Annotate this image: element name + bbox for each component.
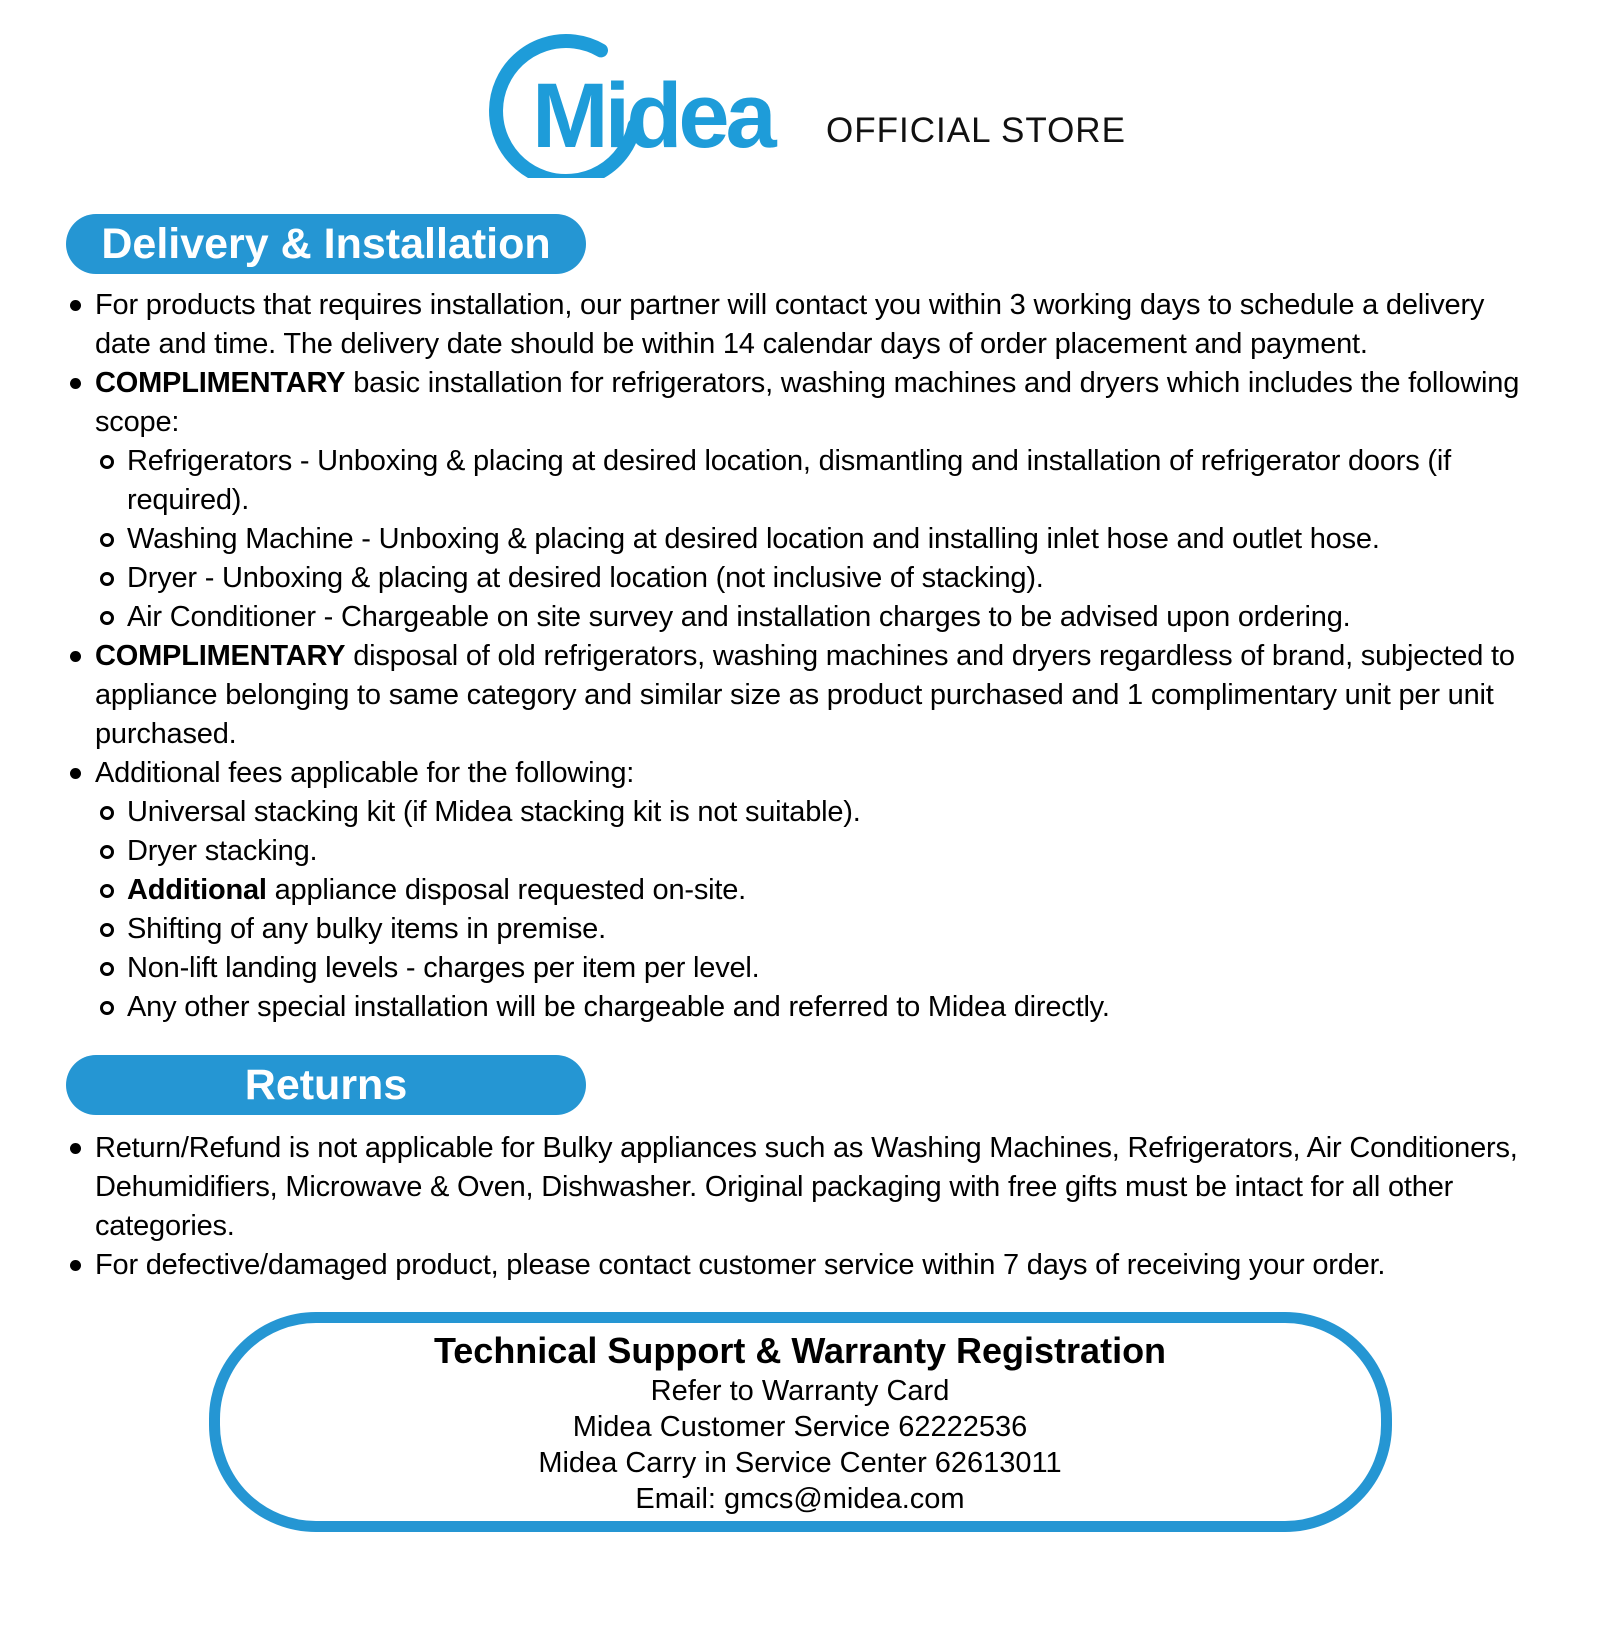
list-item: [66, 286, 1534, 364]
circle-bullet-icon: [100, 611, 114, 625]
list-item: [66, 442, 1534, 520]
circle-bullet-icon: [100, 1001, 114, 1015]
midea-logo: [0, 33, 1600, 178]
bullet-icon: [70, 300, 81, 311]
list-item-plain-text: Washing Machine - Unboxing & placing at desired location and installing inlet hose and outlet hose.: [127, 523, 1380, 555]
list-item: [66, 910, 1534, 949]
list-item-text: [127, 520, 1534, 559]
support-line-customer-service: Midea Customer Service 62222536: [572, 1411, 1028, 1443]
support-box: [209, 1312, 1392, 1532]
list-item-text: [95, 1246, 1534, 1285]
list-item-text: [95, 286, 1534, 364]
list-item-plain-text: Universal stacking kit (if Midea stacking kit is not suitable).: [127, 796, 861, 828]
list-item-text: [95, 1129, 1534, 1246]
list-item: [66, 559, 1534, 598]
content-area: [0, 214, 1600, 1532]
circle-bullet-icon: [100, 455, 114, 469]
list-item-plain-text: For defective/damaged product, please contact customer service within 7 days of receiving your order.: [95, 1249, 1386, 1281]
list-item-plain-text: Dryer stacking.: [127, 835, 318, 867]
list-item-text: [127, 871, 1534, 910]
list-item-plain-text: Refrigerators - Unboxing & placing at desired location, dismantling and installation of refrigerator doors (if required).: [127, 445, 1451, 516]
list-item-plain-text: Additional fees applicable for the following:: [95, 757, 635, 789]
section-header-delivery: Delivery & Installation: [66, 214, 586, 274]
bullet-icon: [70, 1260, 81, 1271]
section-header-returns: Returns: [66, 1055, 586, 1115]
list-item-plain-text: disposal of old refrigerators, washing machines and dryers regardless of brand, subjected to appliance belonging to same category and similar size as product purchased and 1 complimentary unit per unit purchased.: [95, 640, 1515, 750]
list-item: [66, 520, 1534, 559]
circle-bullet-icon: [100, 845, 114, 859]
list-item: [66, 988, 1534, 1027]
support-box-title: Technical Support & Warranty Registration: [433, 1330, 1167, 1371]
list-item: [66, 637, 1534, 754]
list-item-plain-text: For products that requires installation, our partner will contact you within 3 working days to schedule a delivery date and time. The delivery date should be within 14 calendar days of order placement and payment.: [95, 289, 1485, 360]
bullet-icon: [70, 768, 81, 779]
support-line-email: Email: gmcs@midea.com: [635, 1483, 965, 1515]
support-line-warranty-card: Refer to Warranty Card: [650, 1375, 950, 1407]
circle-bullet-icon: [100, 806, 114, 820]
circle-bullet-icon: [100, 533, 114, 547]
list-item-text: [127, 793, 1534, 832]
list-item: [66, 754, 1534, 793]
list-item-text: [127, 598, 1534, 637]
bullet-icon: [70, 651, 81, 662]
list-item: [66, 793, 1534, 832]
list-item-text: [127, 988, 1534, 1027]
list-item-text: [127, 910, 1534, 949]
list-item: [66, 871, 1534, 910]
list-item-plain-text: Return/Refund is not applicable for Bulky appliances such as Washing Machines, Refrigerators, Air Conditioners, Dehumidifiers, Microwave & Oven, Dishwasher. Original packaging with free gifts must be intact for all other categories.: [95, 1132, 1518, 1242]
list-item: [66, 1129, 1534, 1246]
list-item-bold-text: COMPLIMENTARY: [95, 367, 346, 399]
list-item-plain-text: Any other special installation will be chargeable and referred to Midea directly.: [127, 991, 1110, 1023]
circle-bullet-icon: [100, 572, 114, 586]
list-item: [66, 949, 1534, 988]
list-item-text: [127, 559, 1534, 598]
returns-list: [66, 1129, 1534, 1285]
list-item-plain-text: appliance disposal requested on-site.: [266, 874, 747, 906]
circle-bullet-icon: [100, 923, 114, 937]
list-item-bold-text: COMPLIMENTARY: [95, 640, 346, 672]
list-item-text: [127, 832, 1534, 871]
list-item: [66, 364, 1534, 442]
list-item-text: [95, 364, 1534, 442]
list-item: [66, 832, 1534, 871]
list-item-bold-text: Additional: [127, 874, 267, 906]
bullet-icon: [70, 378, 81, 389]
circle-bullet-icon: [100, 884, 114, 898]
midea-wordmark: Midea: [532, 65, 773, 167]
bullet-icon: [70, 1143, 81, 1154]
list-item: [66, 598, 1534, 637]
midea-logo-graphic: [474, 33, 804, 178]
official-store-label: OFFICIAL STORE: [826, 111, 1126, 150]
list-item-plain-text: Dryer - Unboxing & placing at desired location (not inclusive of stacking).: [127, 562, 1044, 594]
list-item-plain-text: basic installation for refrigerators, washing machines and dryers which includes the following scope:: [95, 367, 1520, 438]
circle-bullet-icon: [100, 962, 114, 976]
list-item-text: [127, 949, 1534, 988]
list-item-plain-text: Non-lift landing levels - charges per item per level.: [127, 952, 760, 984]
list-item-text: [95, 754, 1534, 793]
list-item-plain-text: Air Conditioner - Chargeable on site survey and installation charges to be advised upon ordering.: [127, 601, 1351, 633]
support-line-carry-in-center: Midea Carry in Service Center 62613011: [538, 1447, 1062, 1479]
list-item-plain-text: Shifting of any bulky items in premise.: [127, 913, 606, 945]
list-item: [66, 1246, 1534, 1285]
list-item-text: [95, 637, 1534, 754]
list-item-text: [127, 442, 1534, 520]
delivery-list: [66, 286, 1534, 1027]
midea-store-info-page: [0, 33, 1600, 1633]
